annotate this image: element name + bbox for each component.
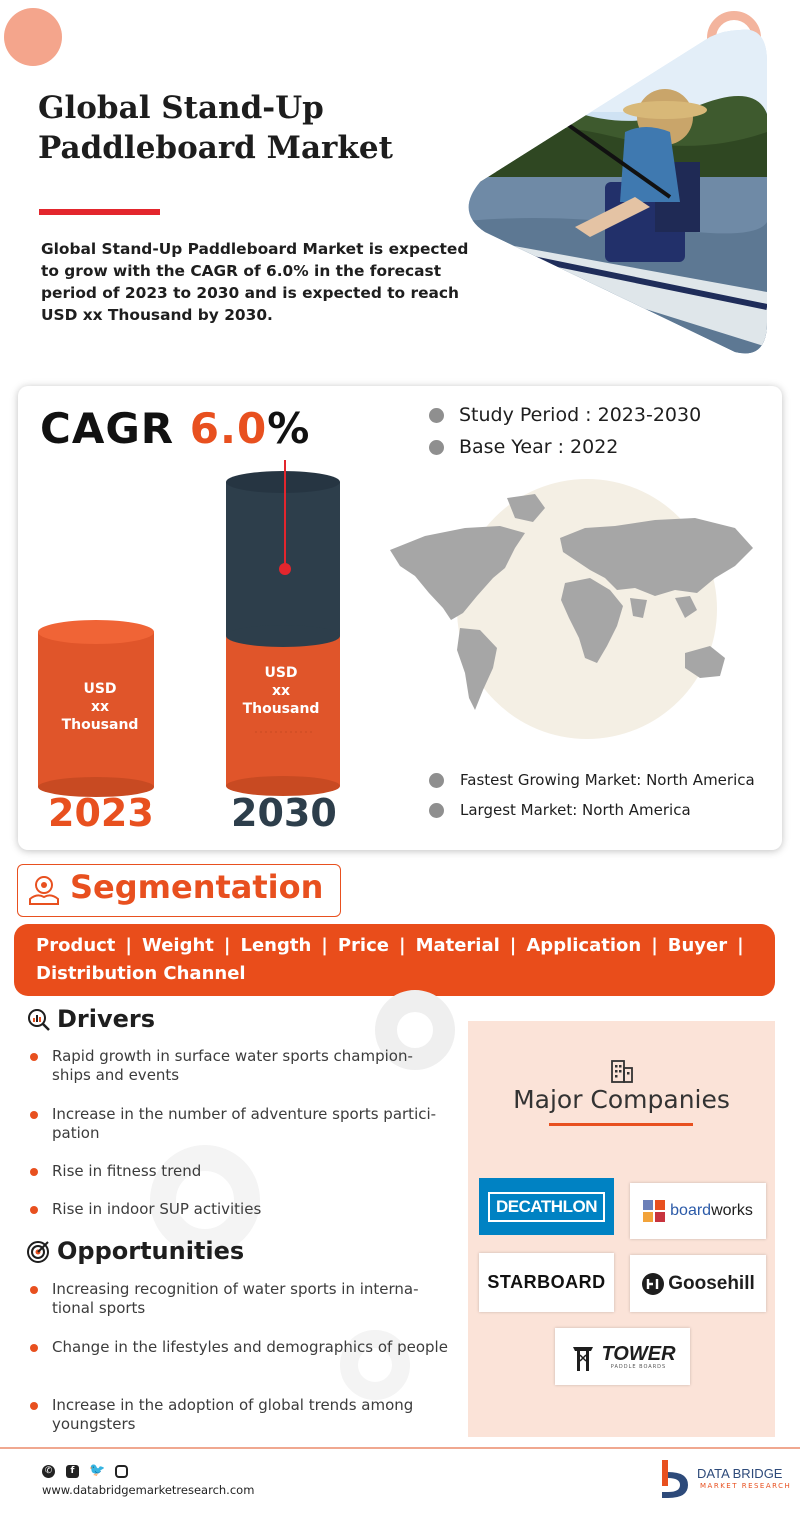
opportunity-item: Increasing recognition of water sports in interna-tional sports [30, 1280, 450, 1318]
footer-divider [0, 1447, 800, 1449]
footer-brand-sub: MARKET RESEARCH [700, 1482, 792, 1490]
opportunities-title: Opportunities [57, 1237, 245, 1265]
base-year: Base Year : 2022 [459, 436, 619, 458]
decorative-circle [4, 8, 62, 66]
title-underline [39, 209, 160, 215]
largest-market: Largest Market: North America [460, 801, 691, 819]
cylinder-2030-label: USD xx Thousand [242, 665, 320, 717]
twitter-icon[interactable]: 🐦 [89, 1463, 106, 1478]
bullet-icon [429, 803, 444, 818]
goosehill-mark-icon [641, 1272, 665, 1296]
cagr-label: CAGR [40, 404, 175, 453]
bullet-icon [429, 408, 444, 423]
segment-length: Length [240, 935, 312, 956]
page-title: Global Stand-Up Paddleboard Market [38, 90, 393, 166]
segmentation-title: Segmentation [70, 868, 324, 906]
companies-underline [549, 1123, 693, 1126]
segment-application: Application [526, 935, 642, 956]
fastest-growing-market: Fastest Growing Market: North America [460, 771, 755, 789]
companies-title: Major Companies [513, 1085, 730, 1114]
boardworks-logo: boardworks [630, 1183, 766, 1239]
starboard-logo: STARBOARD [479, 1253, 614, 1312]
drivers-title: Drivers [57, 1005, 156, 1033]
building-icon [609, 1058, 635, 1084]
cagr-heading [40, 404, 310, 453]
year-2030: 2030 [231, 791, 337, 835]
cagr-value: 6.0 [189, 404, 268, 453]
segmentation-icon [27, 873, 61, 907]
cylinder-2023-label: USD xx Thousand [61, 681, 139, 733]
footer-brand: DATA BRIDGE [697, 1466, 783, 1481]
study-period: Study Period : 2023-2030 [459, 404, 702, 426]
cagr-pointer-dot [279, 563, 291, 575]
segment-product: Product [36, 935, 116, 956]
cylinder-2030 [226, 471, 340, 796]
paddleboard-photo [455, 22, 767, 360]
segment-price: Price [337, 935, 389, 956]
bullet-icon [429, 773, 444, 788]
driver-item: Increase in the number of adventure sports partici-pation [30, 1105, 450, 1143]
year-2023: 2023 [48, 791, 154, 835]
tower-mark-icon [569, 1341, 597, 1373]
driver-item: Rise in fitness trend [30, 1162, 450, 1181]
segmentation-list: Product | Weight | Length | Price | Material | Application | Buyer | Distribution Channel [36, 935, 744, 984]
target-icon [26, 1240, 50, 1264]
driver-item: Rise in indoor SUP activities [30, 1200, 450, 1219]
world-map [385, 478, 770, 740]
boardworks-mark-icon [643, 1200, 665, 1222]
facebook-icon[interactable]: f [66, 1465, 79, 1478]
segment-distribution-channel: Distribution Channel [36, 963, 246, 984]
segment-buyer: Buyer [667, 935, 728, 956]
footer-url[interactable]: www.databridgemarketresearch.com [42, 1483, 255, 1497]
magnifier-chart-icon [27, 1008, 51, 1032]
opportunity-item: Increase in the adoption of global trends among youngsters [30, 1396, 450, 1434]
intro-text: Global Stand-Up Paddleboard Market is expected to grow with the CAGR of 6.0% in the forecast period of 2023 to 2030 and is expected to reach USD xx Thousand by 2030. [41, 240, 469, 324]
driver-item: Rapid growth in surface water sports champion-ships and events [30, 1047, 450, 1085]
segment-material: Material [415, 935, 500, 956]
cagr-unit: % [267, 404, 311, 453]
bullet-icon [429, 440, 444, 455]
whatsapp-icon[interactable]: ✆ [42, 1465, 55, 1478]
instagram-icon[interactable] [115, 1465, 128, 1478]
opportunity-item: Change in the lifestyles and demographics of people [30, 1338, 450, 1357]
goosehill-logo: Goosehill [630, 1255, 766, 1312]
tower-logo: TOWER PADDLE BOARDS [555, 1328, 690, 1385]
segment-weight: Weight [142, 935, 214, 956]
decathlon-logo: DECATHLON [479, 1178, 614, 1235]
databridge-logo-icon [658, 1458, 692, 1500]
growth-cylinders [30, 460, 360, 800]
